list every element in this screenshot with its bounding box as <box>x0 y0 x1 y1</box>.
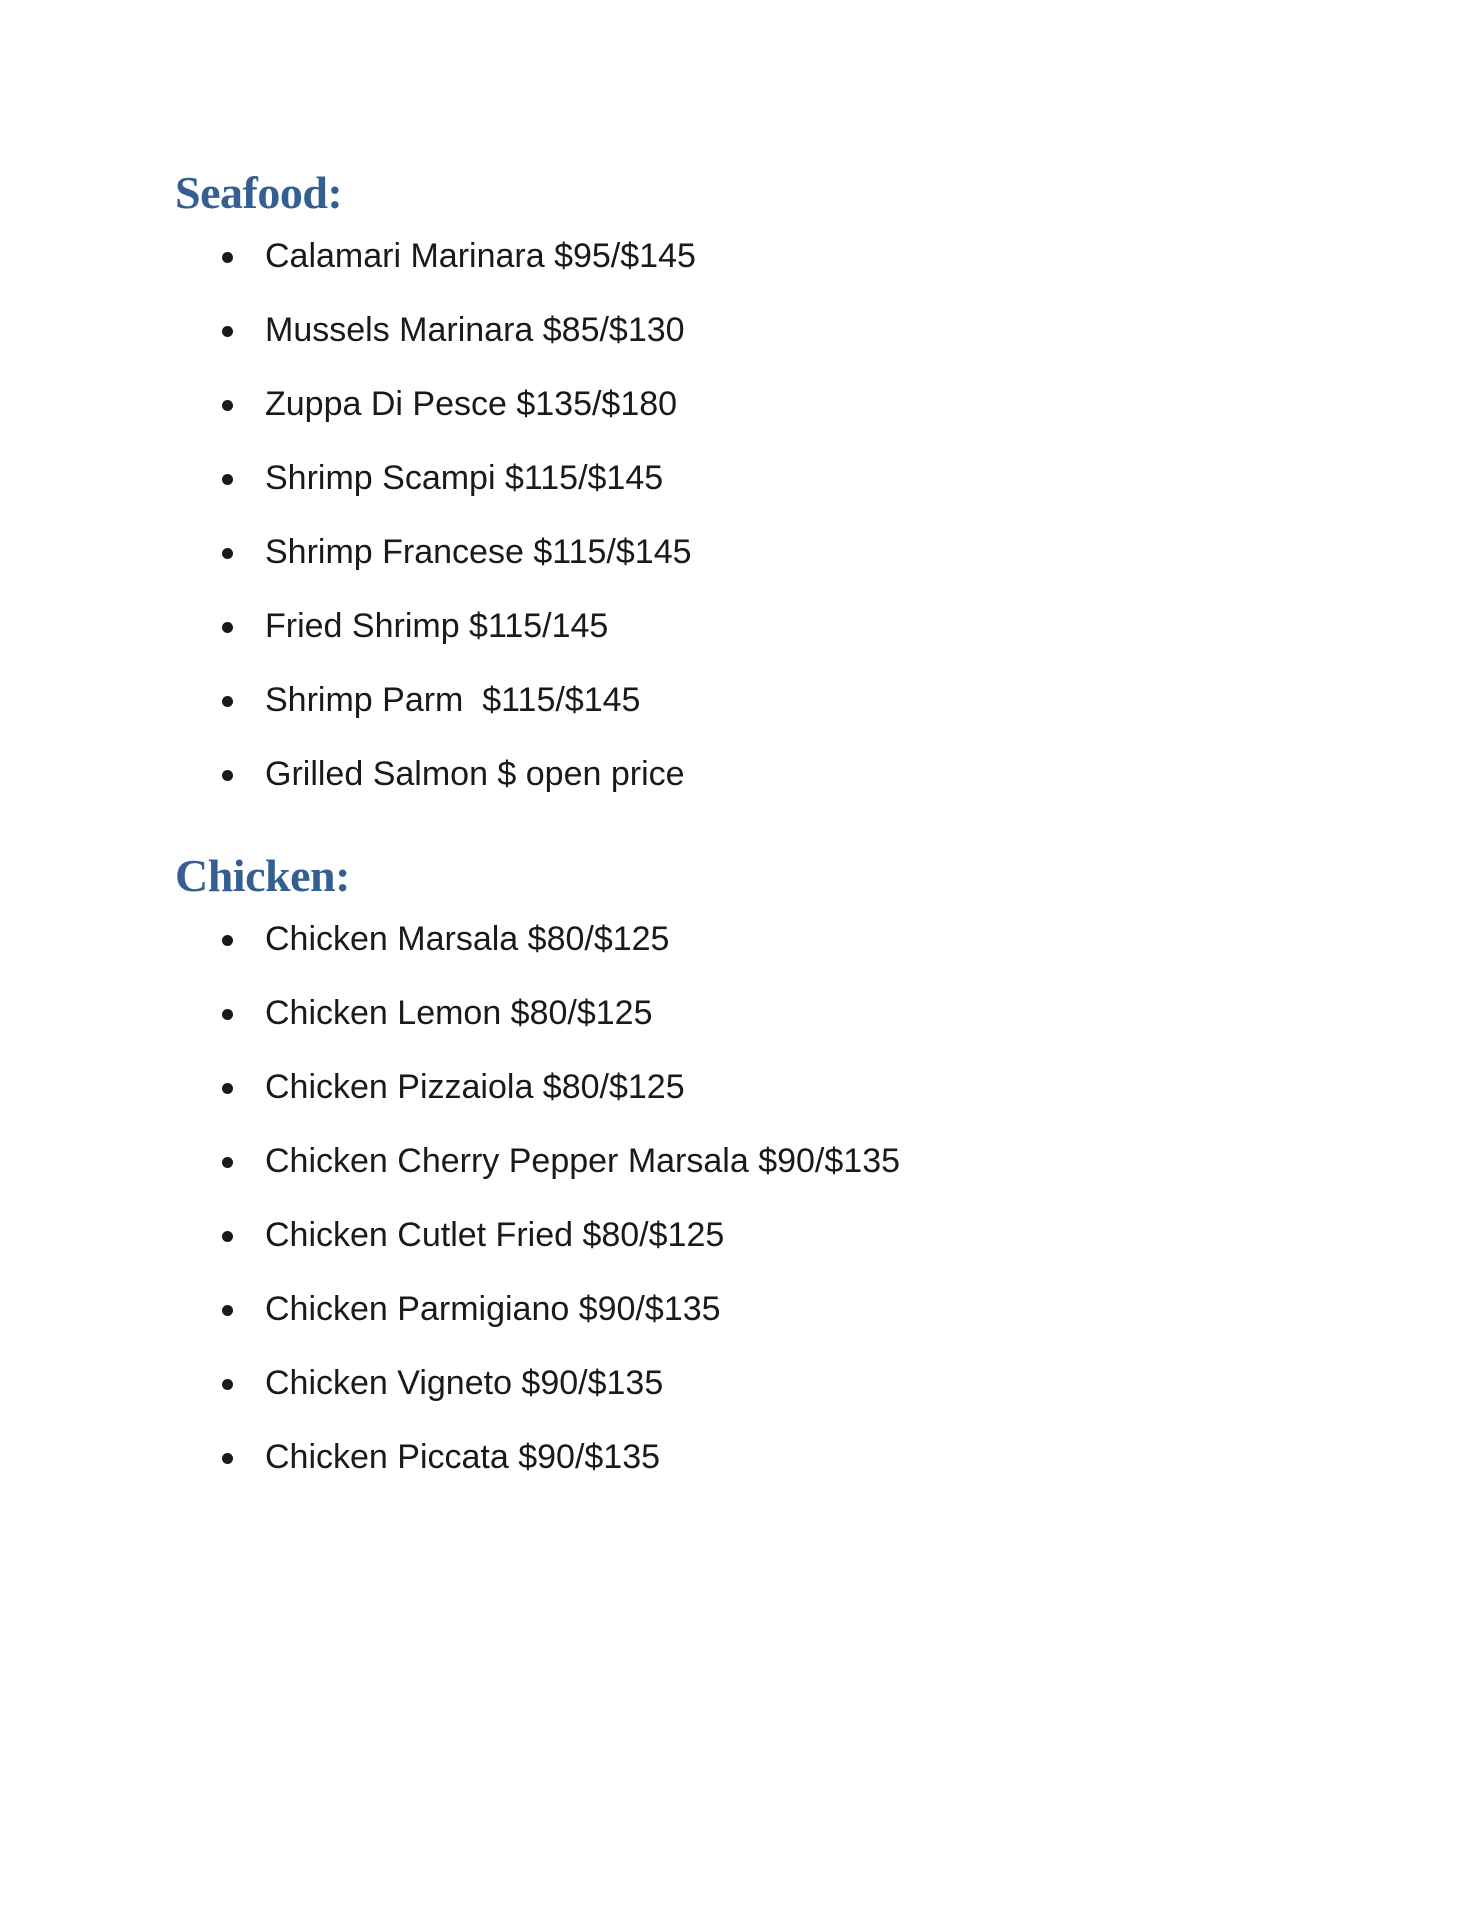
list-item <box>175 1347 1424 1421</box>
list-item <box>175 977 1424 1051</box>
list-item <box>175 220 1424 294</box>
list-item <box>175 903 1424 977</box>
menu-item-label: Chicken Cherry Pepper Marsala $90/$135 <box>265 1142 901 1181</box>
menu-item-label: Chicken Piccata $90/$135 <box>265 1438 661 1477</box>
bullet-icon <box>222 1083 233 1094</box>
list-item <box>175 738 1424 812</box>
list-item <box>175 516 1424 590</box>
list-item <box>175 368 1424 442</box>
bullet-icon <box>222 326 233 337</box>
bullet-icon <box>222 548 233 559</box>
menu-item-label: Mussels Marinara $85/$130 <box>265 311 685 350</box>
list-item <box>175 1273 1424 1347</box>
menu-item-label: Chicken Parmigiano $90/$135 <box>265 1290 721 1329</box>
bullet-icon <box>222 696 233 707</box>
seafood-section-heading: Seafood: <box>175 167 343 218</box>
menu-item-label: Fried Shrimp $115/145 <box>265 607 609 646</box>
seafood-menu-list <box>175 220 1424 812</box>
page-content <box>175 165 1424 1495</box>
menu-item-label: Grilled Salmon $ open price <box>265 755 685 794</box>
list-item <box>175 1125 1424 1199</box>
bullet-icon <box>222 1379 233 1390</box>
bullet-icon <box>222 400 233 411</box>
list-item <box>175 1051 1424 1125</box>
list-item <box>175 1421 1424 1495</box>
bullet-icon <box>222 1157 233 1168</box>
section-seafood <box>175 165 1424 812</box>
menu-item-label: Chicken Vigneto $90/$135 <box>265 1364 664 1403</box>
bullet-icon <box>222 770 233 781</box>
list-item <box>175 590 1424 664</box>
list-item <box>175 664 1424 738</box>
section-chicken <box>175 848 1424 1495</box>
bullet-icon <box>222 622 233 633</box>
list-item <box>175 442 1424 516</box>
menu-item-label: Shrimp Francese $115/$145 <box>265 533 692 572</box>
menu-item-label: Chicken Cutlet Fried $80/$125 <box>265 1216 725 1255</box>
menu-item-label: Zuppa Di Pesce $135/$180 <box>265 385 678 424</box>
menu-item-label: Shrimp Scampi $115/$145 <box>265 459 664 498</box>
menu-item-label: Chicken Marsala $80/$125 <box>265 920 670 959</box>
bullet-icon <box>222 1305 233 1316</box>
menu-item-label: Chicken Pizzaiola $80/$125 <box>265 1068 685 1107</box>
menu-item-label: Shrimp Parm $115/$145 <box>265 681 641 720</box>
bullet-icon <box>222 1231 233 1242</box>
bullet-icon <box>222 474 233 485</box>
bullet-icon <box>222 935 233 946</box>
bullet-icon <box>222 1009 233 1020</box>
chicken-section-heading: Chicken: <box>175 850 350 901</box>
list-item <box>175 294 1424 368</box>
bullet-icon <box>222 1453 233 1464</box>
chicken-menu-list <box>175 903 1424 1495</box>
bullet-icon <box>222 252 233 263</box>
list-item <box>175 1199 1424 1273</box>
menu-item-label: Chicken Lemon $80/$125 <box>265 994 653 1033</box>
menu-item-label: Calamari Marinara $95/$145 <box>265 237 696 276</box>
